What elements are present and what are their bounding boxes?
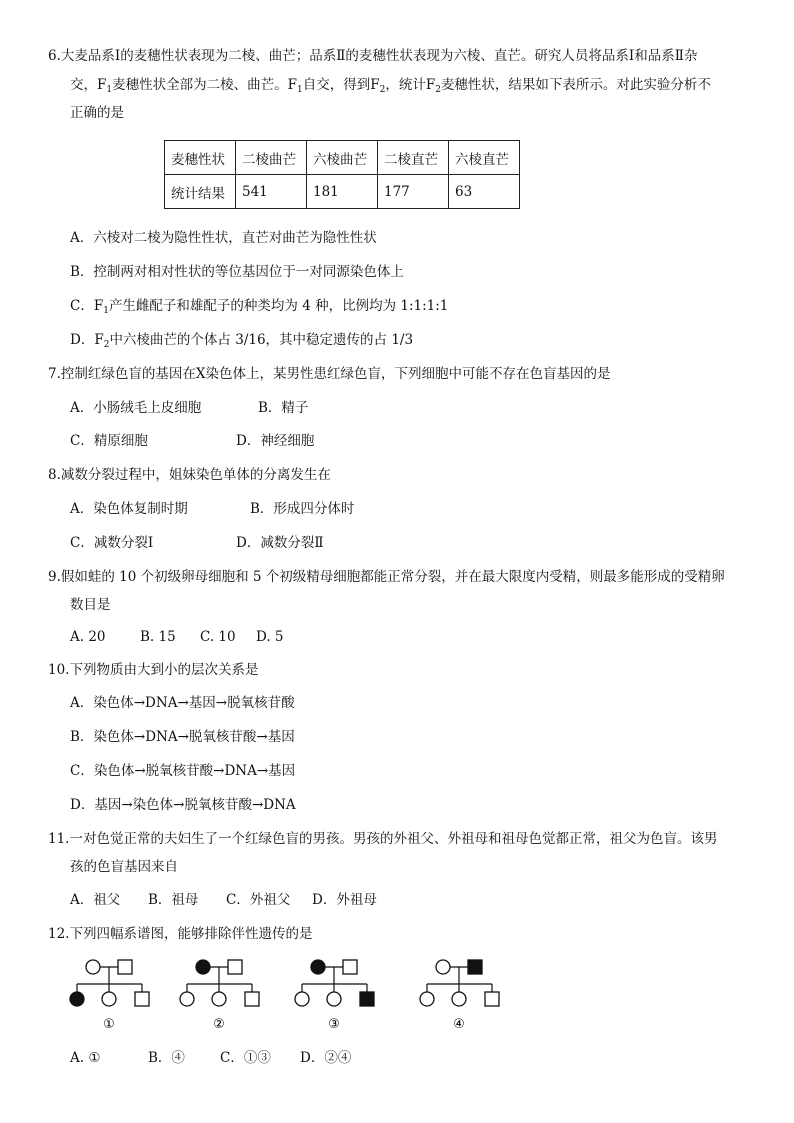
table-header-cell: 二棱直芒	[378, 141, 449, 175]
daughter-symbol	[180, 992, 194, 1006]
q10-option-d: D．基因→染色体→脱氧核苷酸→DNA	[70, 797, 296, 813]
affected-son-symbol	[360, 992, 374, 1006]
son-symbol	[485, 992, 499, 1006]
table-row	[165, 175, 520, 209]
pedigree-4	[410, 950, 510, 1040]
q9-stem-line1: 9.假如蛙的 10 个初级卵母细胞和 5 个初级精母细胞都能正常分裂，并在最大限度内受精，则最多能形成的受精卵	[48, 569, 725, 585]
q6-subscript: 2	[435, 85, 441, 95]
father-symbol	[118, 960, 132, 974]
q6-stem-line1: 6.大麦品系Ⅰ的麦穗性状表现为二棱、曲芒；品系Ⅱ的麦穗性状表现为六棱、直芒。研究人员将品系Ⅰ和品系Ⅱ杂	[48, 48, 698, 64]
q9-option-a: A. 20	[70, 629, 106, 645]
affected-father-symbol	[468, 960, 482, 974]
table-header-row	[165, 141, 520, 175]
q12-option-b: B．④	[148, 1050, 185, 1066]
q6-subscript: 2	[379, 85, 386, 95]
q11-stem-line1: 11.一对色觉正常的夫妇生了一个红绿色盲的男孩。男孩的外祖父、外祖母和祖母色觉都正常，祖父为色盲。该男	[48, 831, 718, 847]
affected-mother-symbol	[311, 960, 325, 974]
father-symbol	[228, 960, 242, 974]
table-cell: 63	[449, 175, 520, 209]
pedigree-1	[60, 950, 160, 1040]
q6-subscript: 2	[103, 340, 110, 350]
q6-stem-line2	[70, 75, 711, 95]
q12-stem: 12.下列四幅系谱图，能够排除伴性遗传的是	[48, 926, 313, 942]
q6-option-d	[70, 330, 413, 350]
table-cell: 177	[378, 175, 449, 209]
option-text: D．F	[70, 332, 104, 348]
mother-symbol	[86, 960, 100, 974]
table-header-cell: 六棱曲芒	[307, 141, 378, 175]
q12-option-d: D．②④	[300, 1050, 352, 1066]
q10-option-a: A．染色体→DNA→基因→脱氧核苷酸	[70, 695, 295, 711]
affected-daughter-symbol	[70, 992, 84, 1006]
table-cell: 541	[236, 175, 307, 209]
daughter-symbol	[212, 992, 226, 1006]
q6-stem-text: 交，F	[70, 77, 107, 93]
q6-option-c	[70, 296, 448, 316]
father-symbol	[343, 960, 357, 974]
daughter-symbol	[452, 992, 466, 1006]
q6-results-table	[164, 140, 520, 209]
q6-subscript: 1	[103, 306, 109, 316]
q8-option-b: B．形成四分体时	[250, 501, 355, 517]
pedigree-2	[170, 950, 270, 1040]
option-text: 中六棱曲芒的个体占 3/16，其中稳定遗传的占 1/3	[109, 332, 414, 348]
q11-option-c: C．外祖父	[226, 892, 291, 908]
q6-stem-text: 麦穗性状，结果如下表所示。对此实验分析不	[440, 77, 711, 93]
mother-symbol	[436, 960, 450, 974]
q8-option-c: C．减数分裂Ⅰ	[70, 535, 154, 551]
q8-stem: 8.减数分裂过程中，姐妹染色单体的分离发生在	[48, 467, 331, 483]
pedigree-label: ③	[328, 1017, 340, 1032]
table-cell: 统计结果	[165, 175, 236, 209]
table-cell: 181	[307, 175, 378, 209]
q8-option-a: A．染色体复制时期	[70, 501, 188, 517]
pedigree-3	[285, 950, 385, 1040]
q6-option-b: B．控制两对相对性状的等位基因位于一对同源染色体上	[70, 264, 404, 280]
q7-option-b: B．精子	[258, 400, 309, 416]
q11-option-d: D．外祖母	[312, 892, 377, 908]
q7-option-d: D．神经细胞	[236, 433, 315, 449]
daughter-symbol	[327, 992, 341, 1006]
q11-stem-line2: 孩的色盲基因来自	[70, 859, 178, 875]
q6-stem-text: ，统计F	[385, 77, 436, 93]
q7-option-a: A．小肠绒毛上皮细胞	[70, 400, 202, 416]
daughter-symbol	[420, 992, 434, 1006]
q12-option-c: C．①③	[220, 1050, 271, 1066]
q9-option-c: C. 10	[200, 629, 236, 645]
q6-stem-line3: 正确的是	[70, 105, 124, 121]
option-text: C．F	[70, 298, 104, 314]
q11-option-b: B．祖母	[148, 892, 199, 908]
q6-subscript: 1	[296, 85, 303, 95]
daughter-symbol	[295, 992, 309, 1006]
q9-option-b: B. 15	[140, 629, 176, 645]
q6-option-a: A．六棱对二棱为隐性性状，直芒对曲芒为隐性性状	[70, 230, 377, 246]
q11-option-a: A．祖父	[70, 892, 121, 908]
q7-stem: 7.控制红绿色盲的基因在X染色体上，某男性患红绿色盲，下列细胞中可能不存在色盲基因的是	[48, 366, 611, 382]
affected-mother-symbol	[196, 960, 210, 974]
q6-stem-text: 自交，得到F	[302, 77, 380, 93]
q6-stem-text: 麦穗性状全部为二棱、曲芒。F	[112, 77, 297, 93]
son-symbol	[135, 992, 149, 1006]
pedigree-label: ④	[453, 1017, 465, 1032]
q9-stem-line2: 数目是	[70, 597, 111, 613]
option-text: 产生雌配子和雄配子的种类均为 4 种，比例均为 1:1:1:1	[108, 298, 449, 314]
table-header-cell: 六棱直芒	[449, 141, 520, 175]
q12-option-a: A. ①	[70, 1050, 101, 1066]
q7-option-c: C．精原细胞	[70, 433, 148, 449]
q8-option-d: D．减数分裂Ⅱ	[236, 535, 324, 551]
table-header-cell: 麦穗性状	[165, 141, 236, 175]
table-header-cell: 二棱曲芒	[236, 141, 307, 175]
q10-option-b: B．染色体→DNA→脱氧核苷酸→基因	[70, 729, 295, 745]
q6-subscript: 1	[106, 85, 113, 95]
son-symbol	[245, 992, 259, 1006]
pedigree-label: ①	[103, 1017, 115, 1032]
q9-option-d: D. 5	[256, 629, 284, 645]
q10-stem: 10.下列物质由大到小的层次关系是	[48, 662, 259, 678]
daughter-symbol	[102, 992, 116, 1006]
q10-option-c: C．染色体→脱氧核苷酸→DNA→基因	[70, 763, 296, 779]
pedigree-label: ②	[213, 1017, 225, 1032]
